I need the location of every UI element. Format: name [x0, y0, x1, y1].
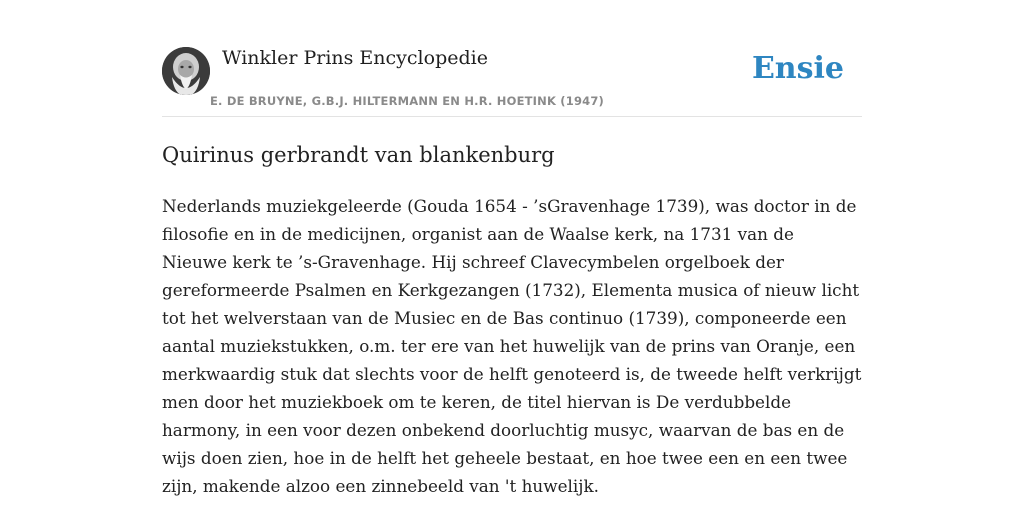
entry-card [162, 0, 862, 512]
authors-byline: E. DE BRUYNE, G.B.J. HILTERMANN EN H.R. HOETINK (1947) [210, 94, 605, 108]
entry-body: Nederlands muziekgeleerde (Gouda 1654 - ’sGravenhage 1739), was doctor in de filosofie en in de medicijnen, organist aan de Waalse kerk, na 1731 van de Nieuwe kerk te ’s-Gravenhage. Hij schreef Clavecymbelen orgelboek der gereformeerde Psalmen en Kerkgezangen (1732), Elementa musica of nieuw licht tot het welverstaan van de Musiec en de Bas continuo (1739), componeerde een aantal muziekstukken, o.m. ter ere van het huwelijk van de prins van Oranje, een merkwaardig stuk dat slechts voor de helft genoteerd is, de tweede helft verkrijgt men door het muziekboek om te keren, de titel hiervan is De verdubbelde harmony, in een voor dezen onbekend doorluchtig musyc, waarvan de bas en de wijs doen zien, hoe in de helft het geheele bestaat, en hoe twee een en een twee zijn, makende alzoo een zinnebeeld van 't huwelijk. [162, 196, 862, 496]
author-avatar[interactable] [162, 47, 210, 95]
encyclopedia-header [162, 0, 862, 117]
site-title[interactable]: Winkler Prins Encyclopedie [222, 47, 488, 69]
portrait-photo-icon [162, 47, 210, 95]
entry-title: Quirinus gerbrandt van blankenburg [162, 143, 555, 167]
ensie-logo-link[interactable]: Ensie [751, 51, 844, 86]
